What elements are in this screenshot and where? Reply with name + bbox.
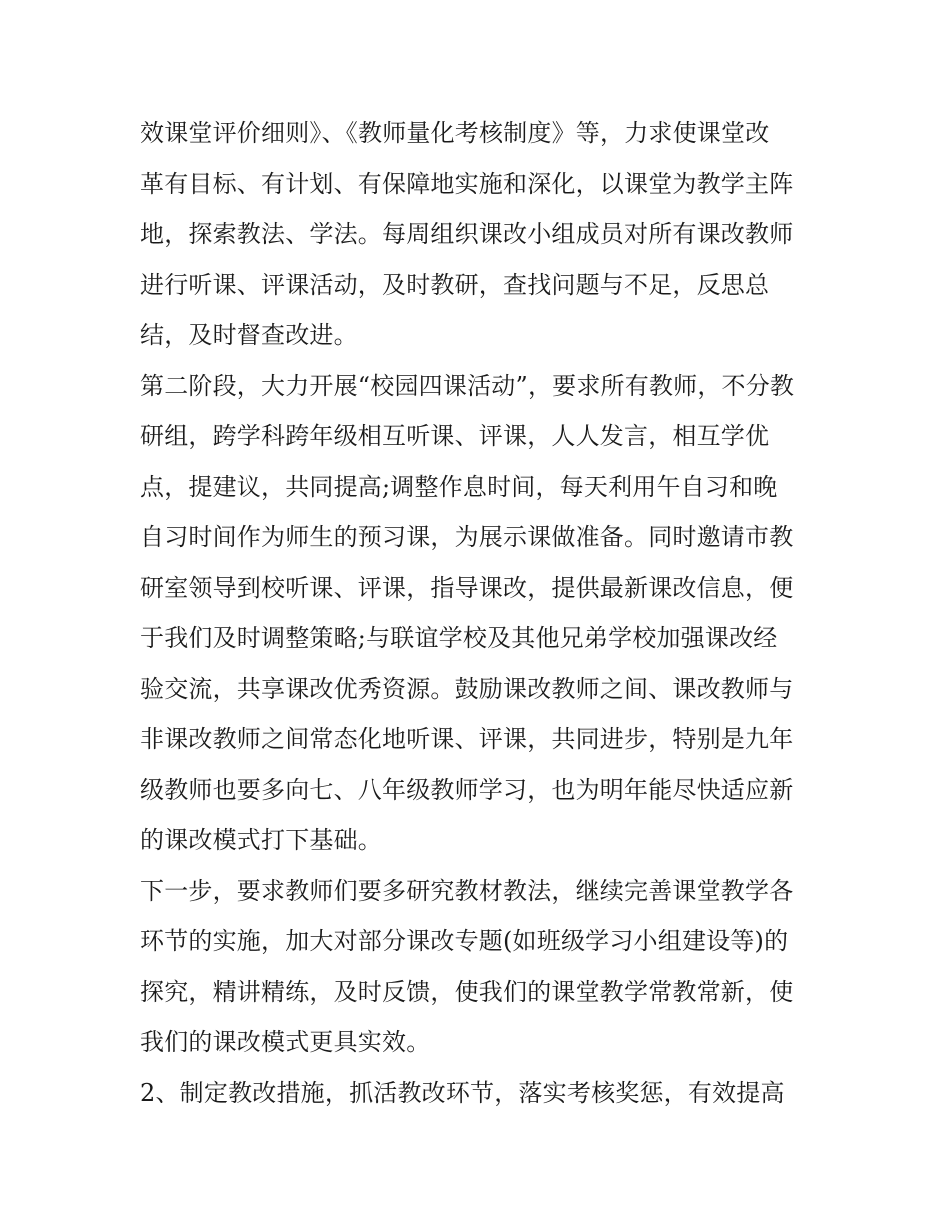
text-line: 进行听课、评课活动，及时教研，查找问题与不足，反思总 — [140, 270, 770, 299]
document-body — [140, 108, 820, 1118]
paragraph — [140, 1068, 820, 1119]
text-line: 革有目标、有计划、有保障地实施和深化，以课堂为教学主阵 — [140, 169, 794, 198]
text-line: 的课改模式打下基础。 — [140, 826, 382, 854]
text-line: 结，及时督查改进。 — [140, 321, 358, 349]
paragraph — [140, 361, 820, 866]
text-line: 自习时间作为师生的预习课，为展示课做准备。同时邀请市教 — [140, 523, 794, 551]
text-line: 级教师也要多向七、八年级教师学习，也为明年能尽快适应新 — [140, 775, 794, 804]
text-line: 于我们及时调整策略;与联谊学校及其他兄弟学校加强课改经 — [140, 624, 778, 652]
text-line: 研组，跨学科跨年级相互听课、评课，人人发言，相互学优 — [140, 422, 770, 450]
text-line: 环节的实施，加大对部分课改专题(如班级学习小组建设等)的 — [140, 927, 789, 955]
paragraph — [140, 108, 820, 361]
text-line: 探究，精讲精练，及时反馈，使我们的课堂教学常教常新，使 — [140, 977, 794, 1006]
text-line: 研室领导到校听课、评课，指导课改，提供最新课改信息，便 — [140, 573, 794, 602]
text-line: 验交流，共享课改优秀资源。鼓励课改教师之间、课改教师与 — [140, 674, 794, 703]
text-line: 非课改教师之间常态化地听课、评课，共同进步，特别是九年 — [140, 725, 794, 753]
paragraph — [140, 866, 820, 1068]
text-line: 第二阶段，大力开展“校园四课活动”，要求所有教师，不分教 — [140, 371, 795, 400]
text-line: 2、制定教改措施，抓活教改环节，落实考核奖惩，有效提高 — [140, 1078, 785, 1107]
text-line: 效课堂评价细则》、《教师量化考核制度》等，力求使课堂改 — [140, 119, 770, 147]
text-line: 我们的课改模式更具实效。 — [140, 1028, 431, 1056]
text-line: 下一步，要求教师们要多研究教材教法，继续完善课堂教学各 — [140, 876, 794, 905]
text-line: 地，探索教法、学法。每周组织课改小组成员对所有课改教师 — [140, 220, 794, 248]
text-line: 点，提建议，共同提高;调整作息时间，每天利用午自习和晚 — [140, 472, 778, 501]
